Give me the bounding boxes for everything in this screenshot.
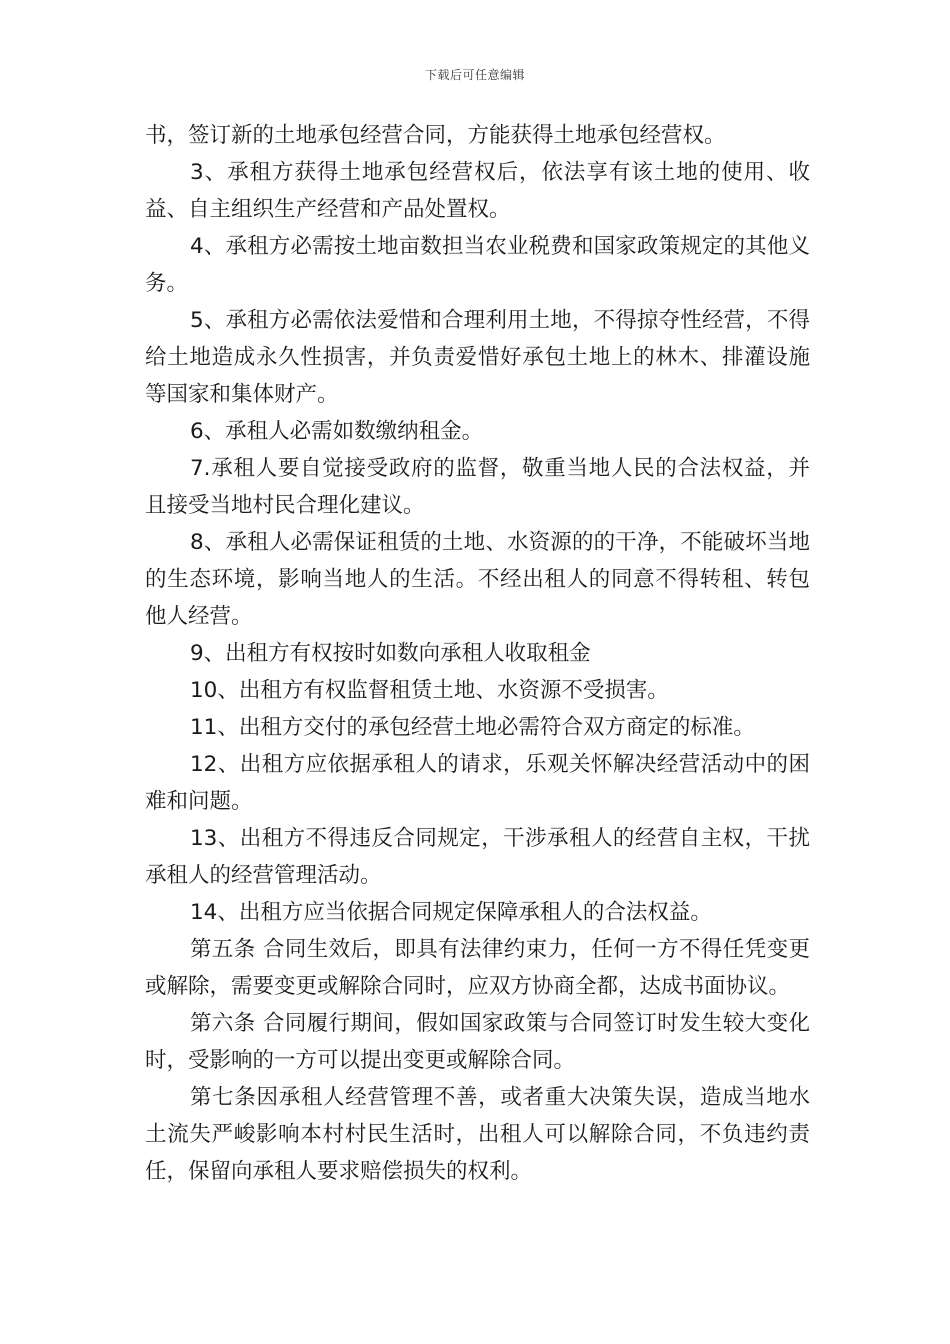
- paragraph: 13、出租方不得违反合同规定，干涉承租人的经营自主权，干扰承租人的经营管理活动。: [145, 826, 810, 888]
- paragraph: 第六条 合同履行期间，假如国家政策与合同签订时发生较大变化时，受影响的一方可以提出变更或解除合同。: [145, 1011, 810, 1073]
- document-body: [145, 117, 810, 1190]
- paragraph: 12、出租方应依据承租人的请求，乐观关怀解决经营活动中的困难和问题。: [145, 752, 810, 814]
- paragraph: 7.承租人要自觉接受政府的监督，敬重当地人民的合法权益，并且接受当地村民合理化建议。: [145, 456, 810, 518]
- paragraph: 第七条因承租人经营管理不善，或者重大决策失误，造成当地水土流失严峻影响本村村民生活时，出租人可以解除合同，不负违约责任，保留向承租人要求赔偿损失的权利。: [145, 1085, 810, 1184]
- paragraph: 3、承租方获得土地承包经营权后，依法享有该土地的使用、收益、自主组织生产经营和产品处置权。: [145, 160, 810, 222]
- paragraph: 8、承租人必需保证租赁的土地、水资源的的干净，不能破坏当地的生态环境，影响当地人的生活。不经出租人的同意不得转租、转包他人经营。: [145, 530, 810, 629]
- paragraph: 5、承租方必需依法爱惜和合理利用土地，不得掠夺性经营，不得给土地造成永久性损害，并负责爱惜好承包土地上的林木、排灌设施等国家和集体财产。: [145, 308, 810, 407]
- paragraph: 书，签订新的土地承包经营合同，方能获得土地承包经营权。: [145, 123, 726, 148]
- paragraph: 10、出租方有权监督租赁土地、水资源不受损害。: [190, 678, 669, 703]
- paragraph: 6、承租人必需如数缴纳租金。: [190, 419, 484, 444]
- paragraph: 11、出租方交付的承包经营土地必需符合双方商定的标准。: [190, 715, 755, 740]
- paragraph: 14、出租方应当依据合同规定保障承租人的合法权益。: [190, 900, 712, 925]
- paragraph: 第五条 合同生效后，即具有法律约束力，任何一方不得任凭变更或解除，需要变更或解除合同时，应双方协商全都，达成书面协议。: [145, 937, 810, 999]
- page-header: 下载后可任意编辑: [424, 68, 525, 82]
- paragraph: 9、出租方有权按时如数向承租人收取租金: [190, 641, 591, 666]
- paragraph: 4、承租方必需按土地亩数担当农业税费和国家政策规定的其他义务。: [145, 234, 810, 296]
